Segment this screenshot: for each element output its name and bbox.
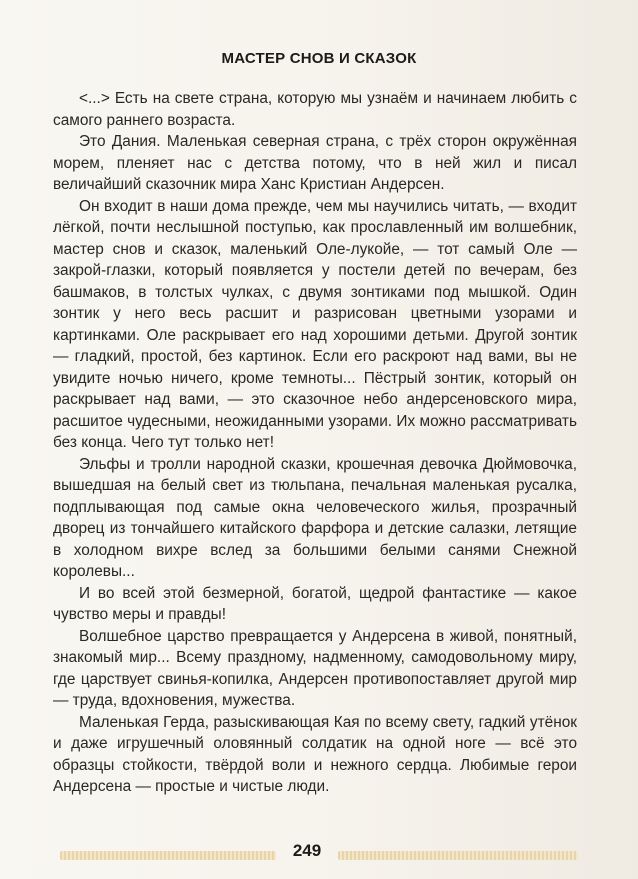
paragraph: Это Дания. Маленькая северная страна, с трёх сторон окружённая морем, пленяет нас с детства потому, что в ней жил и писал величайший сказочник мира Ханс Кристиан Андерсен. bbox=[53, 133, 577, 193]
page-number: 249 bbox=[292, 841, 322, 860]
paragraph: Он входит в наши дома прежде, чем мы научились читать, — входит лёгкой, почти неслышной поступью, как прославленный им волшебник, мастер снов и сказок, маленький Оле-лукойе, — тот самый Оле — закрой-глазки, который появляется у постели детей по вечерам, без башмаков, в толстых чулках, с двумя зонтиками под мышкой. Один зонтик у него весь расшит и разрисован цветными узорами и картинками. Оле раскрывает его над хорошими детьми. Другой зонтик — гладкий, простой, без картинок. Если его раскроют над вами, вы не увидите ночью ничего, кроме темноты... Пёстрый зонтик, который он раскрывает над вами, — это сказочное небо андерсеновского мира, расшитое чудесными, неожиданными узорами. Их можно рассматривать без конца. Чего тут только нет! bbox=[53, 197, 577, 451]
body-text bbox=[53, 88, 577, 798]
footer-ornament-right bbox=[338, 851, 578, 860]
paragraph: И во всей этой безмерной, богатой, щедрой фантастике — какое чувство меры и правды! bbox=[53, 584, 577, 623]
paragraph: Маленькая Герда, разыскивающая Кая по всему свету, гадкий утёнок и даже игрушечный оловянный солдатик на одной ноге — всё это образцы стойкости, твёрдой воли и нежного сердца. Любимые герои Андерсена — простые и чистые люди. bbox=[53, 713, 577, 795]
footer-ornament-left bbox=[60, 851, 276, 860]
chapter-title: МАСТЕР СНОВ И СКАЗОК bbox=[221, 50, 417, 67]
page-footer bbox=[60, 838, 578, 868]
paragraph: Эльфы и тролли народной сказки, крошечная девочка Дюймовочка, вышедшая на белый свет из тюльпана, печальная маленькая русалка, подплывающая под самые окна человеческого жилья, прозрачный дворец из тончайшего китайского фарфора и детские салазки, летящие в холодном вихре вслед за большими белыми санями Снежной королевы... bbox=[53, 455, 577, 580]
paragraph: <...> Есть на свете страна, которую мы узнаём и начинаем любить с самого раннего возраста. bbox=[53, 90, 577, 129]
paragraph: Волшебное царство превращается у Андерсена в живой, понятный, знакомый мир... Всему праздному, надменному, самодовольному миру, где царствует свинья-копилка, Андерсен противопоставляет другой мир — труда, вдохновения, мужества. bbox=[53, 627, 577, 709]
